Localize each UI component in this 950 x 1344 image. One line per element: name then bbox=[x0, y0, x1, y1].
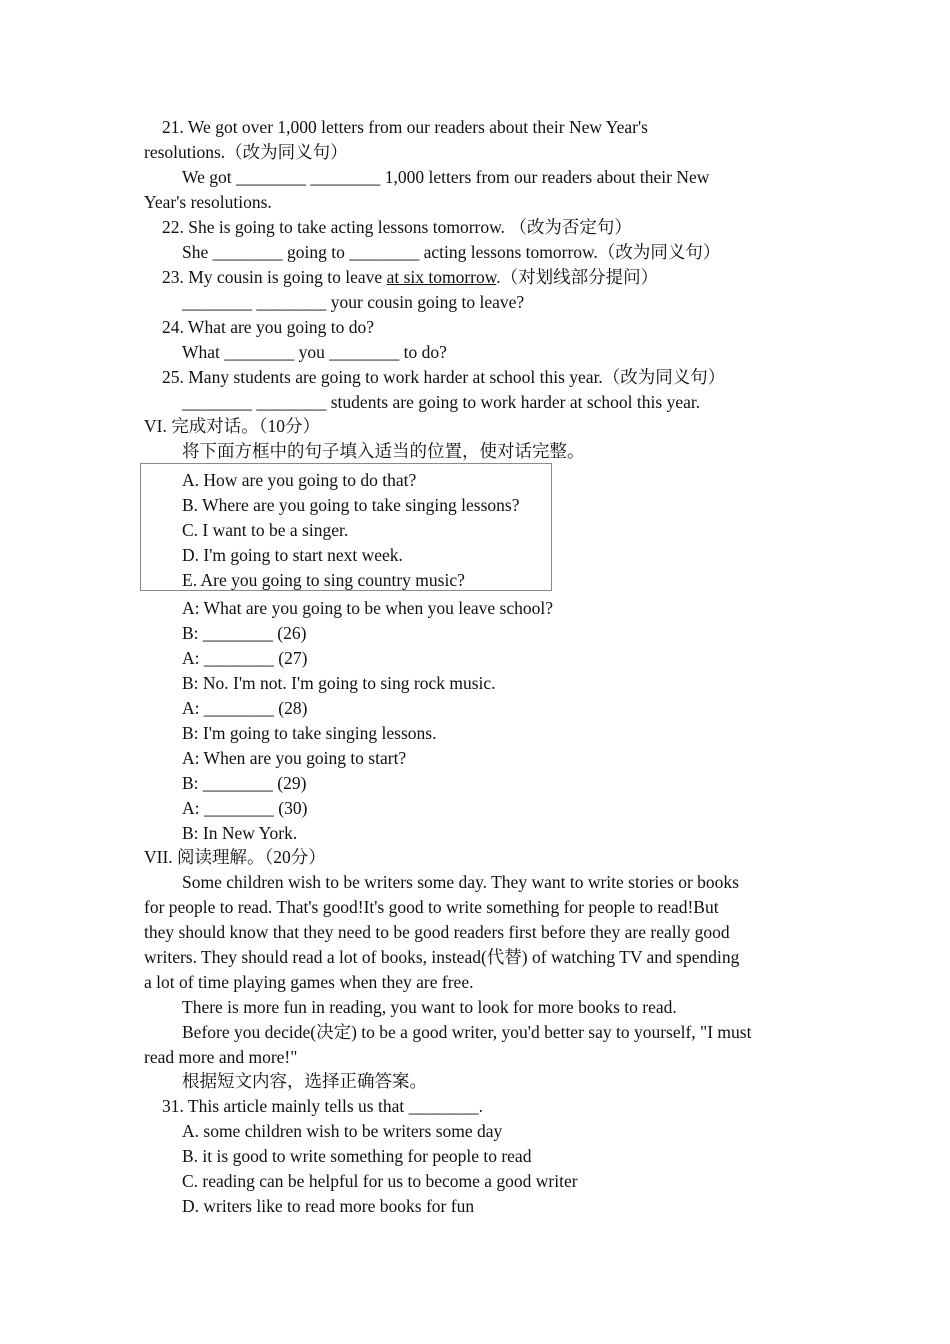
q22-answer: She ________ going to ________ acting lessons tomorrow.（改为同义句） bbox=[182, 242, 721, 262]
option-c: C. I want to be a singer. bbox=[182, 520, 349, 540]
passage-line: a lot of time playing games when they are free. bbox=[144, 972, 474, 992]
passage-line: they should know that they need to be good readers first before they are really good bbox=[144, 922, 730, 942]
option-a: A. How are you going to do that? bbox=[182, 470, 417, 490]
q31-option-c: C. reading can be helpful for us to become a good writer bbox=[182, 1171, 578, 1191]
option-e: E. Are you going to sing country music? bbox=[182, 570, 465, 590]
q22-text: 22. She is going to take acting lessons tomorrow. （改为否定句） bbox=[162, 217, 632, 237]
section6-instruction: 将下面方框中的句子填入适当的位置，使对话完整。 bbox=[182, 441, 585, 461]
q24-answer: What ________ you ________ to do? bbox=[182, 342, 447, 362]
dialogue-line: B: ________ (29) bbox=[182, 773, 307, 793]
passage-line: Before you decide(决定) to be a good writer, you'd better say to yourself, "I must bbox=[182, 1022, 752, 1042]
q24-text: 24. What are you going to do? bbox=[162, 317, 375, 337]
section7-title: VII. 阅读理解。（20分） bbox=[144, 847, 326, 867]
dialogue-line: B: ________ (26) bbox=[182, 623, 307, 643]
q21-text-line2: resolutions.（改为同义句） bbox=[144, 142, 348, 162]
q31-option-d: D. writers like to read more books for fun bbox=[182, 1196, 475, 1216]
dialogue-line: A: ________ (28) bbox=[182, 698, 308, 718]
q21-answer-line2: Year's resolutions. bbox=[144, 192, 272, 212]
q25-text: 25. Many students are going to work harder at school this year.（改为同义句） bbox=[162, 367, 726, 387]
dialogue-line: B: In New York. bbox=[182, 823, 298, 843]
q31-stem: 31. This article mainly tells us that ________. bbox=[162, 1096, 483, 1116]
passage-line: writers. They should read a lot of books, instead(代替) of watching TV and spending bbox=[144, 947, 740, 967]
q23-underlined-phrase: at six tomorrow bbox=[386, 267, 497, 287]
option-b: B. Where are you going to take singing lessons? bbox=[182, 495, 520, 515]
dialogue-line: A: When are you going to start? bbox=[182, 748, 407, 768]
passage-line: for people to read. That's good!It's good to write something for people to read!But bbox=[144, 897, 719, 917]
section7-instruction: 根据短文内容，选择正确答案。 bbox=[182, 1071, 427, 1091]
dialogue-line: B: I'm going to take singing lessons. bbox=[182, 723, 437, 743]
q23-suffix: .（对划线部分提问） bbox=[496, 267, 659, 287]
q21-answer-line1: We got ________ ________ 1,000 letters from our readers about their New bbox=[182, 167, 710, 187]
dialogue-line: A: ________ (30) bbox=[182, 798, 308, 818]
dialogue-line: A: ________ (27) bbox=[182, 648, 308, 668]
passage-line: read more and more!" bbox=[144, 1047, 298, 1067]
q25-answer: ________ ________ students are going to work harder at school this year. bbox=[182, 392, 701, 412]
q31-option-a: A. some children wish to be writers some day bbox=[182, 1121, 503, 1141]
q21-text-line1: 21. We got over 1,000 letters from our readers about their New Year's bbox=[162, 117, 648, 137]
q23-answer: ________ ________ your cousin going to leave? bbox=[182, 292, 525, 312]
dialogue-line: A: What are you going to be when you leave school? bbox=[182, 598, 553, 618]
passage-line: Some children wish to be writers some day. They want to write stories or books bbox=[182, 872, 739, 892]
section6-title: VI. 完成对话。（10分） bbox=[144, 416, 320, 436]
q23-prefix: 23. My cousin is going to leave bbox=[162, 267, 387, 287]
q23-text bbox=[162, 266, 658, 288]
option-d: D. I'm going to start next week. bbox=[182, 545, 403, 565]
dialogue-line: B: No. I'm not. I'm going to sing rock music. bbox=[182, 673, 496, 693]
q31-option-b: B. it is good to write something for people to read bbox=[182, 1146, 532, 1166]
passage-line: There is more fun in reading, you want to look for more books to read. bbox=[182, 997, 677, 1017]
